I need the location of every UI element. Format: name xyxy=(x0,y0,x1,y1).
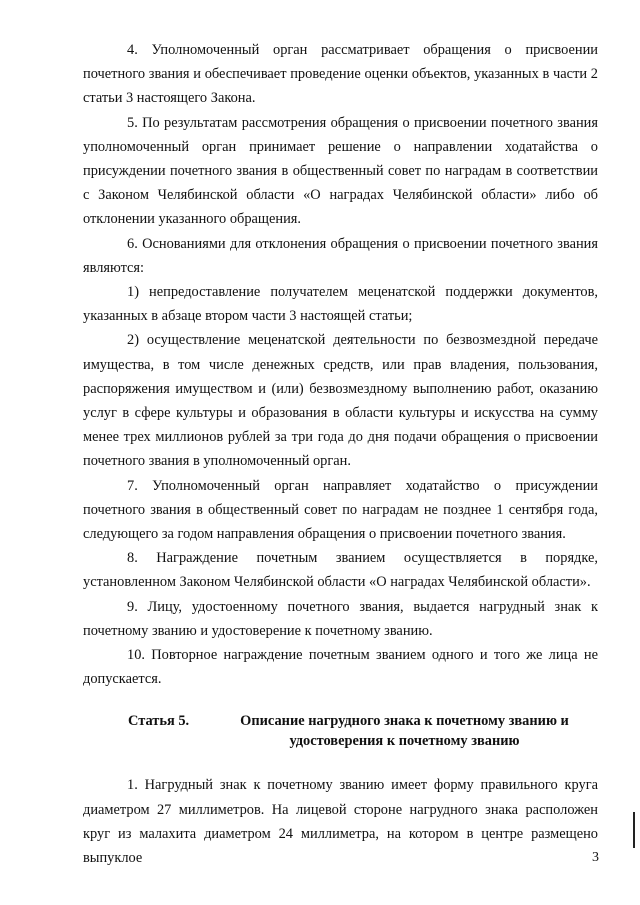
article-body xyxy=(83,773,598,870)
paragraph-8: 8. Награждение почетным званием осуществляется в порядке, установленном Законом Челябинской области «О наградах Челябинской области». xyxy=(83,550,598,591)
paragraph-5: 5. По результатам рассмотрения обращения о присвоении почетного звания уполномоченный орган принимает решение о направлении ходатайства о присуждении почетного звания в общественный совет по наградам в соответствии с Законом Челябинской области «О наградах Челябинской области» либо об отклонении указанного обращения. xyxy=(83,114,598,228)
scan-artifact-line xyxy=(633,812,635,848)
article-heading xyxy=(83,711,598,751)
document-page xyxy=(83,38,598,870)
article-title: Описание нагрудного знака к почетному званию и удостоверения к почетному званию xyxy=(240,713,569,750)
article-number: Статья 5. xyxy=(128,713,190,730)
article-5-paragraph-1: 1. Нагрудный знак к почетному званию имеет форму правильного круга диаметром 27 миллиметров. На лицевой стороне нагрудного знака расположен круг из малахита диаметром 24 миллиметра, на котором в центре размещено выпуклое xyxy=(83,777,598,867)
paragraph-9: 9. Лицу, удостоенному почетного звания, выдается нагрудный знак к почетному званию и удостоверение к почетному званию. xyxy=(83,598,598,639)
paragraph-7: 7. Уполномоченный орган направляет ходатайство о присуждении почетного звания в общественный совет по наградам не позднее 1 сентября года, следующего за годом направления обращения о присвоении почетного звания. xyxy=(83,477,598,543)
paragraph-4: 4. Уполномоченный орган рассматривает обращения о присвоении почетного звания и обеспечивает проведение оценки объектов, указанных в части 2 статьи 3 настоящего Закона. xyxy=(83,42,598,107)
paragraph-10: 10. Повторное награждение почетным званием одного и того же лица не допускается. xyxy=(83,647,598,688)
paragraph-6: 6. Основаниями для отклонения обращения о присвоении почетного звания являются: xyxy=(83,235,598,276)
page-number: 3 xyxy=(592,850,599,865)
paragraph-6-item-1: 1) непредоставление получателем меценатской поддержки документов, указанных в абзаце втором части 3 настоящей статьи; xyxy=(83,284,598,325)
paragraph-6-item-2: 2) осуществление меценатской деятельности по безвозмездной передаче имущества, в том числе денежных средств, или прав владения, пользования, распоряжения имуществом и (или) безвозмездному выполнению работ, оказанию услуг в сфере культуры и образования в области культуры и искусства на сумму менее трех миллионов рублей за три года до дня подачи обращения о присвоении почетного звания в уполномоченный орган. xyxy=(83,332,598,470)
